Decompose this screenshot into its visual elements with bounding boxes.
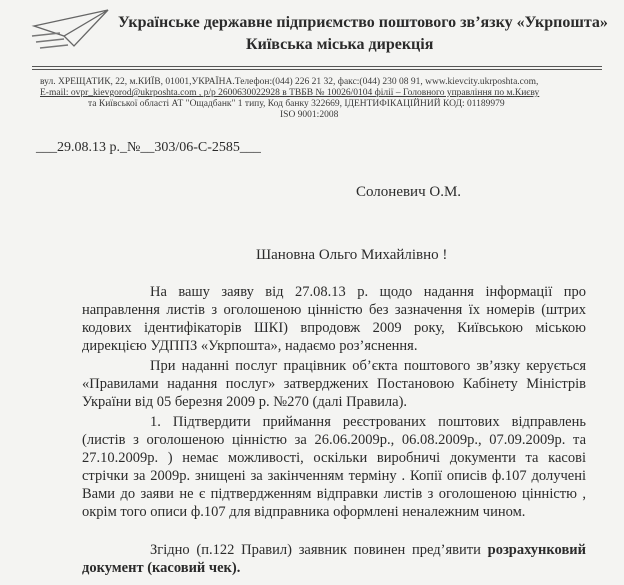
header-divider (32, 66, 602, 67)
salutation: Шановна Ольго Михайлівно ! (256, 247, 448, 263)
paragraph-2: При наданні послуг працівник об’єкта поштового зв’язку керується «Правилами надання послуг» затверджених Постановою Кабінету Міністрів України від 05 березня 2009 р. №270 (далі Правила). (82, 358, 586, 410)
address-line: вул. ХРЕЩАТИК, 22, м.КИЇВ, 01001,УКРАЇНА.Телефон:(044) 226 21 32, факс:(044) 230 08 91, www.kievcity.ukrposhta.com, (40, 77, 539, 87)
ukrposhta-logo-icon (30, 6, 112, 54)
recipient-name: Солоневич О.М. (356, 184, 462, 200)
iso-label: ISO 9001:2008 (280, 110, 339, 120)
registration-number: ___29.08.13 р._№__303/06-С-2585___ (36, 140, 261, 155)
paragraph-3: 1. Підтвердити приймання реєстрованих поштових відправлень (листів з оголошеною цінністю за 26.06.2009р., 06.08.2009р., 07.09.2009р. та 27.10.2009р. ) немає можливості, оскільки виробничі документи та касові стрічки за 2009р. знищені за закінченням терміну . Копії описів ф.107 долучені Вами до заяви не є підтвердженням відправки листів з оголошеною цінністю , окрім того описи ф.107 для відправника оформлені неналежним чином. (82, 414, 586, 520)
paragraph-4-bold: розрахунковий документ (касовий чек). (82, 542, 586, 576)
paragraph-4 (82, 541, 586, 577)
email-line: E-mail: ovpr_kievgorod@ukrposhta.com , р/р 2600630022928 в ТВБВ № 10026/0104 філії – Головного управління по м.Києву (40, 88, 540, 98)
paragraph-4-text: Згідно (п.122 Правил) заявник повинен пред’явити (150, 542, 488, 558)
paragraph-1: На вашу заяву від 27.08.13 р. щодо надання інформації про направлення листів з оголошеною цінністю без зазначення їх номерів (штрих кодових ідентифікаторів ШКІ) впродовж 2009 року, Київською міською дирекцією УДППЗ «Укрпошта», надаємо роз’яснення. (82, 284, 586, 354)
directorate-name: Київська міська дирекція (246, 36, 434, 53)
bank-line: та Київської області АТ "Ощадбанк" 1 типу, Код банку 322669, ІДЕНТИФІКАЦІЙНИЙ КОД: 01189979 (88, 99, 505, 109)
org-name: Українське державне підприємство поштового зв’язку «Укрпошта» (118, 14, 608, 31)
header-divider-2 (32, 69, 602, 70)
